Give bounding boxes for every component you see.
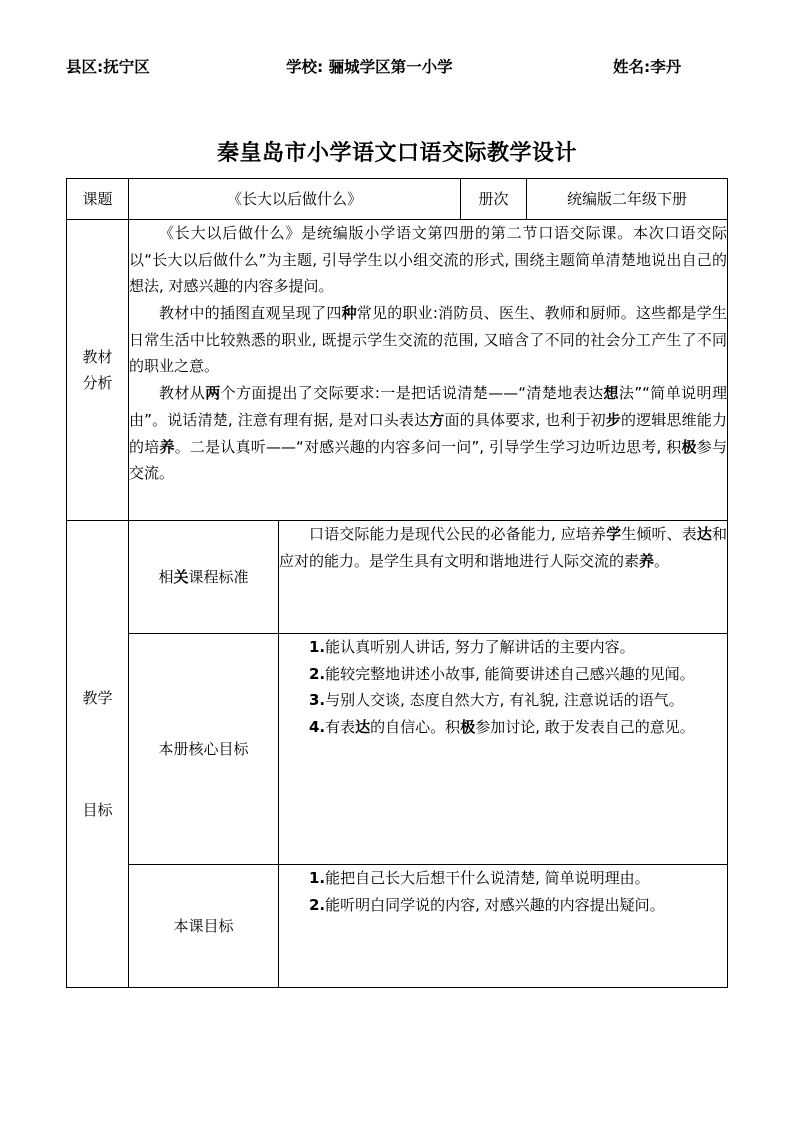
teaching-objectives-label-line2: 目标 — [82, 801, 113, 819]
analysis-paragraph-2: 教材中的插图直观呈现了四种常见的职业:消防员、医生、教师和厨师。这些都是学生日常生活中比较熟悉的职业, 既提示学生交流的范围, 又暗含了不同的社会分工产生了不同的职业之意。 — [129, 304, 727, 376]
standards-content — [279, 521, 728, 634]
material-analysis-label-line1: 教材 — [82, 347, 113, 366]
material-analysis-label — [67, 220, 129, 521]
material-analysis-label-line2: 分析 — [82, 374, 113, 392]
standards-label — [129, 521, 279, 634]
teaching-objectives-label-line1: 教学 — [82, 688, 113, 707]
topic-value: 《长大以后做什么》 — [129, 179, 461, 220]
header-meta-row — [66, 55, 728, 81]
table-row-topic — [67, 179, 728, 220]
teaching-objectives-label — [67, 521, 129, 988]
teacher-name-field: 姓名:李丹 — [613, 58, 682, 76]
material-analysis-content — [129, 220, 728, 521]
volume-label: 册次 — [461, 179, 527, 220]
volume-value: 统编版二年级下册 — [527, 179, 728, 220]
table-row-core-goals — [67, 634, 728, 865]
table-row-lesson-goals — [67, 865, 728, 988]
analysis-paragraph-1: 《长大以后做什么》是统编版小学语文第四册的第二节口语交际课。本次口语交际以“长大以后做什么”为主题, 引导学生以小组交流的形式, 围绕主题简单清楚地说出自己的想法, 对感兴趣的内容多提问。 — [129, 224, 727, 296]
lesson-plan-table — [66, 178, 728, 988]
topic-label: 课题 — [67, 179, 129, 220]
core-goal-item: 4.有表达的自信心。积极参加讨论, 敢于发表自己的意见。 — [309, 718, 695, 737]
core-goals-content — [279, 634, 728, 865]
analysis-paragraph-3: 教材从两个方面提出了交际要求:一是把话说清楚——“清楚地表达想法”“简单说明理由”。说话清楚, 注意有理有据, 是对口头表达方面的具体要求, 也利于初步的逻辑思维能力的培养。二是认真听——“对感兴趣的内容多问一问”, 引导学生学习边听边思考, 积极参与交流。 — [129, 384, 727, 483]
table-row-material-analysis — [67, 220, 728, 521]
table-row-standards — [67, 521, 728, 634]
standards-paragraph: 口语交际能力是现代公民的必备能力, 应培养学生倾听、表达和应对的能力。是学生具有文明和谐地进行人际交流的素养。 — [279, 525, 727, 570]
county-field: 县区:抚宁区 — [66, 58, 150, 76]
core-goal-item: 1.能认真听别人讲话, 努力了解讲话的主要内容。 — [309, 638, 635, 656]
core-goals-label: 本册核心目标 — [129, 634, 279, 865]
lesson-goal-item: 2.能听明白同学说的内容, 对感兴趣的内容提出疑问。 — [309, 895, 665, 914]
standards-label-text: 相关课程标准 — [158, 567, 249, 586]
core-goal-item: 2.能较完整地讲述小故事, 能简要讲述自己感兴趣的见闻。 — [309, 664, 695, 683]
lesson-goals-label: 本课目标 — [129, 865, 279, 988]
core-goal-item: 3.与别人交谈, 态度自然大方, 有礼貌, 注意说话的语气。 — [309, 691, 684, 710]
school-field: 学校: 骊城学区第一小学 — [286, 58, 453, 76]
lesson-goal-item: 1.能把自己长大后想干什么说清楚, 简单说明理由。 — [309, 869, 650, 887]
lesson-goals-content — [279, 865, 728, 988]
page-title: 秦皇岛市小学语文口语交际教学设计 — [216, 140, 577, 166]
